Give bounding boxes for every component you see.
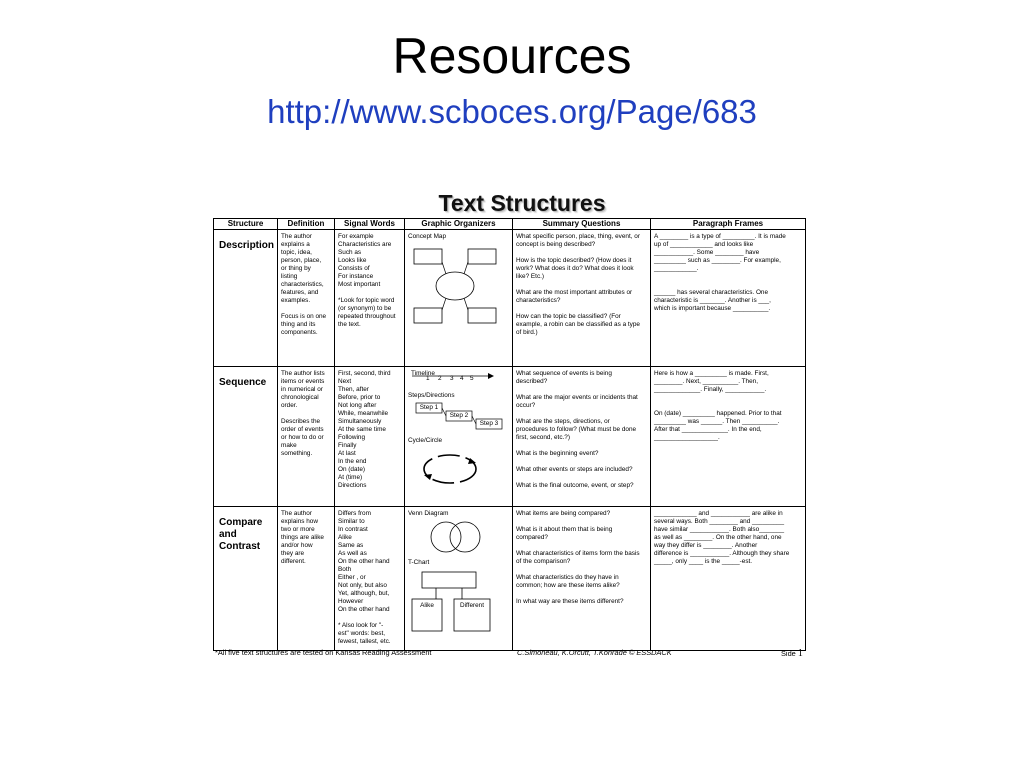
venn-label: Venn Diagram	[408, 510, 449, 517]
structure-name: Compare and Contrast	[214, 507, 278, 651]
definition-cell: The author lists items or events in numerical or chronological order. Describes the order of events or how to do or make something.	[278, 367, 335, 507]
summary-questions-cell: What items are being compared? What is it about them that is being compared? What characteristics of items form the basis of the comparison? What characteristics do they have in common; how are these items alike? In what way are these items different?	[513, 507, 651, 651]
timeline-number: 4	[460, 375, 464, 382]
slide-label: Side	[781, 649, 796, 658]
resource-link[interactable]: http://www.scboces.org/Page/683	[267, 93, 757, 130]
paragraph-frames-cell: ____________ and ___________ are alike in several ways. Both ________ and _________ have similar ___________. Both also_______ as well as ________. On the other hand, one way they differ is ________. Another difference is ___________. Although they share _____, only ____ is the _____-est.	[651, 507, 806, 651]
header-signal-words: Signal Words	[335, 219, 405, 230]
definition-cell: The author explains a topic, idea, person, place, or thing by listing characteristics, features, and examples. Focus is on one thing and its components.	[278, 230, 335, 367]
timeline-number: 5	[470, 375, 474, 382]
compare-diagrams	[408, 510, 510, 636]
footer-slide-number	[781, 648, 803, 659]
paragraph-frames-cell: Here is how a _________ is made. First, ________. Next, __________. Then, _____________. Finally, ___________. On (date) _________ happened. Prior to that _________ was ______. Then __________. After that _____________. In the end, __________________.	[651, 367, 806, 507]
table-row	[214, 507, 806, 651]
footer-note: *All five text structures are tested on Kansas Reading Assessment	[215, 648, 432, 657]
header-graphic-organizers: Graphic Organizers	[405, 219, 513, 230]
structure-name: Sequence	[214, 367, 278, 507]
graphic-organizer-cell	[405, 507, 513, 651]
text-structures-table	[213, 218, 806, 651]
structure-name: Description	[214, 230, 278, 367]
tchart-column-label: Alike	[420, 602, 434, 609]
header-row	[214, 219, 806, 230]
signal-words-cell: First, second, third Next Then, after Before, prior to Not long after While, meanwhile Simultaneously At the same time Following Finally At last In the end On (date) At (time) Directions	[335, 367, 405, 507]
signal-words-cell: Differs from Similar to In contrast Alike Same as As well as On the other hand Both Either , or Not only, but also Yet, although, but, However On the other hand * Also look for "- est" words: best, fewest, tallest, etc.	[335, 507, 405, 651]
steps-label: Steps/Directions	[408, 392, 455, 399]
definition-cell: The author explains how two or more things are alike and/or how they are different.	[278, 507, 335, 651]
timeline-number: 1	[426, 375, 430, 382]
step-box-label: Step 1	[419, 404, 439, 411]
document-title: Text Structures	[438, 190, 606, 216]
summary-questions-cell: What sequence of events is being described? What are the major events or incidents that occur? What are the steps, directions, or procedures to follow? (What must be done first, second, etc.?) What is the beginning event? What other events or steps are included? What is the final outcome, event, or step?	[513, 367, 651, 507]
tchart-column-label: Different	[459, 602, 485, 609]
header-summary-questions: Summary Questions	[513, 219, 651, 230]
header-paragraph-frames: Paragraph Frames	[651, 219, 806, 230]
timeline-number: 3	[450, 375, 454, 382]
graphic-organizer-cell	[405, 230, 513, 367]
timeline-number: 2	[438, 375, 442, 382]
slide-title: Resources	[392, 28, 632, 84]
signal-words-cell: For example Characteristics are Such as Looks like Consists of For instance Most important *Look for topic word (or synonym) to be repeated throughout the text.	[335, 230, 405, 367]
sequence-diagrams	[408, 370, 510, 492]
footer-credit: C.Simoneau, K.Orcutt, T.Konrade © ESSDACK	[517, 648, 672, 657]
slide-number: 1	[797, 648, 803, 659]
step-box-label: Step 3	[479, 420, 499, 427]
summary-questions-cell: What specific person, place, thing, event, or concept is being described? How is the topic described? (How does it work? What does it do? What does it look like? Etc.) What are the most important attributes or characteristics? How can the topic be classified? (For example, a robin can be classified as a type of bird.)	[513, 230, 651, 367]
tchart-label: T-Chart	[408, 559, 430, 566]
concept-map-diagram	[408, 233, 510, 353]
graphic-organizer-cell	[405, 367, 513, 507]
timeline-label: Timeline	[411, 370, 435, 377]
concept-map-label: Concept Map	[408, 233, 447, 240]
step-box-label: Step 2	[449, 412, 469, 419]
paragraph-frames-cell: A ________ is a type of _________. It is made up of ____________ and looks like ___________. Some ________ have _________ such as ________. For example, ____________. ______ has several characteristics. One characteristic is _______. Another is ___, which is important because __________.	[651, 230, 806, 367]
table-row	[214, 367, 806, 507]
header-structure: Structure	[214, 219, 278, 230]
header-definition: Definition	[278, 219, 335, 230]
table-row	[214, 230, 806, 367]
cycle-label: Cycle/Circle	[408, 437, 443, 444]
